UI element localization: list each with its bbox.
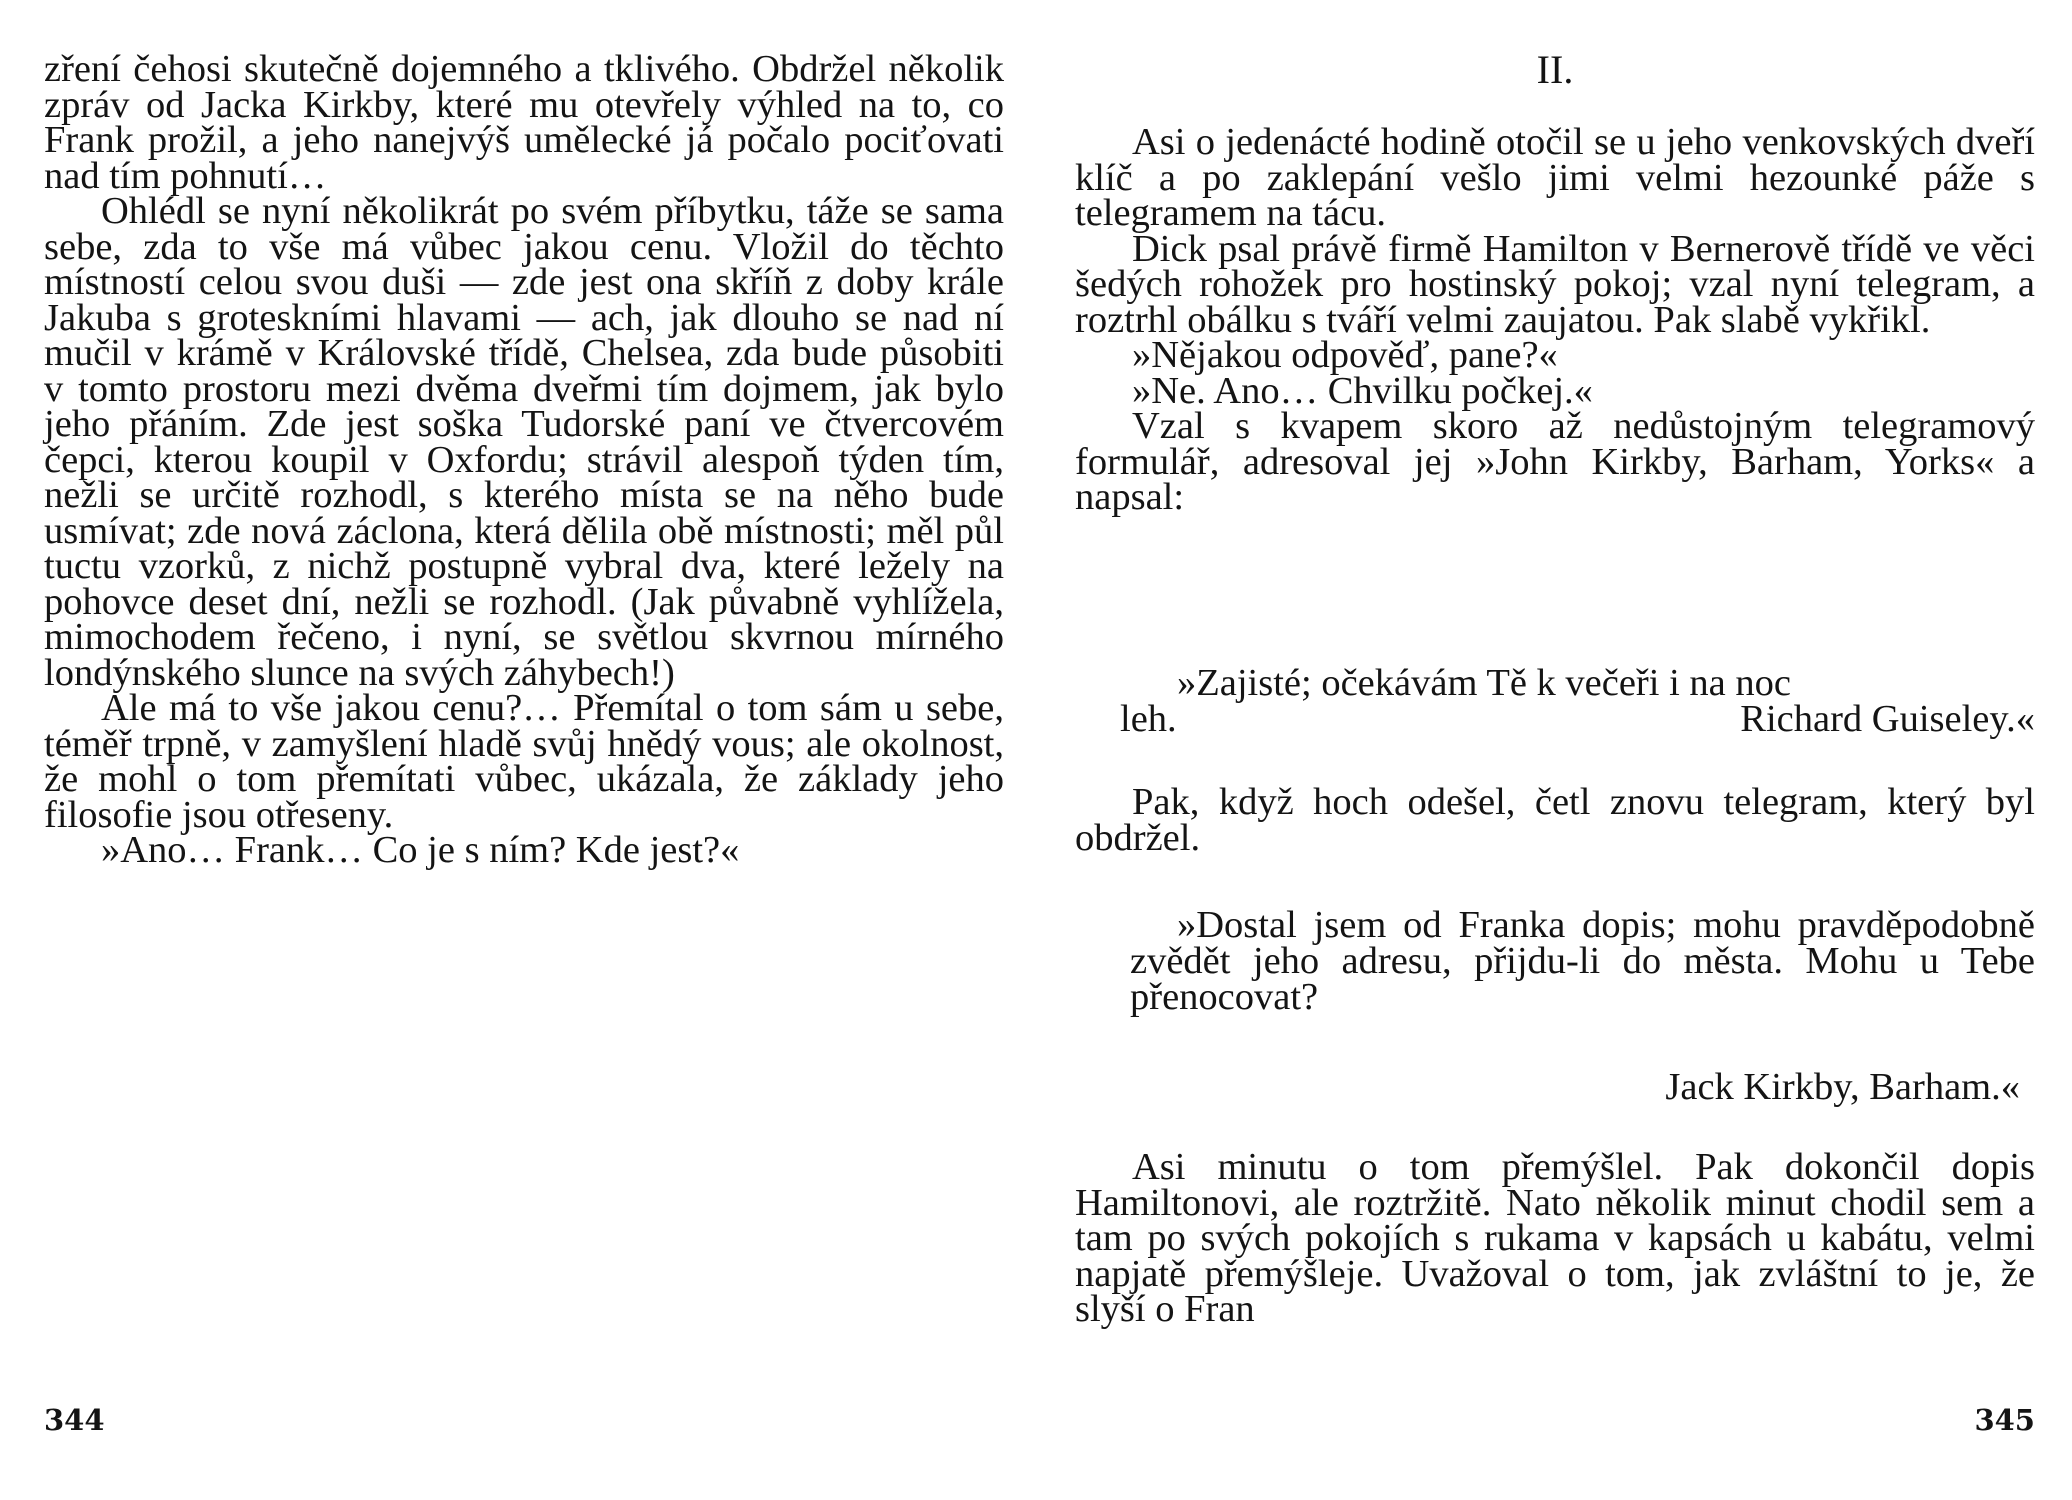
paragraph: zření čehosi skutečně dojemného a tklivého. Obdržel několik zpráv od Jacka Kirkby, které mu otevřely výhled na to, co Frank prožil, a jeho nanejvýš umělecké já počalo pociťovati nad tím pohnutí… [44,48,1004,197]
right-page [1075,0,2035,1500]
paragraph: Ale má to vše jakou cenu?… Přemítal o tom sám u sebe, téměř trpně, v zamyšlení hladě svůj hnědý vous; ale okolnost, že mohl o tom přemítati vůbec, ukázala, že základy jeho filosofie jsou otřeseny. [44,687,1004,836]
right-page-body-middle [1075,781,2035,859]
dialogue-line: »Ne. Ano… Chvilku počkej.« [1132,369,1593,412]
page-number-left: 344 [44,1403,105,1437]
left-page-body [44,48,1004,871]
telegram-signature: Jack Kirkby, Barham.« [1665,1066,2020,1108]
paragraph: Vzal s kvapem skoro až nedůstojným telegramový formulář, adresoval jej »John Kirkby, Barham, Yorks« a napsal: [1075,405,2035,518]
telegram-text-end: leh. [1120,698,1177,740]
paragraph: »Ano… Frank… Co je s ním? Kde jest?« [101,829,740,871]
telegram-quote-1 [1120,662,2035,740]
chapter-heading: II. [1536,47,1574,92]
left-page [44,0,1004,1500]
page-number-right: 345 [1974,1403,2035,1437]
telegram-signature: Richard Guiseley.« [1740,698,2035,740]
paragraph: Asi o jedenácté hodině otočil se u jeho venkovských dveří klíč a po zaklepání vešlo jimi velmi hezounké páže s telegramem na tácu. [1075,121,2035,234]
dialogue-line: »Nějakou odpověď, pane?« [1132,334,1558,376]
paragraph: Ohlédl se nyní několikrát po svém příbytku, táže se sama sebe, zda to vše má vůbec jakou cenu. Vložil do těchto místností celou svou duši — zde jest ona skříň z doby krále Jakuba s groteskními hlavami — ach, jak dlouho se nad ní mučil v krámě v Královské třídě, Chelsea, zda bude působiti v tomto prostoru mezi dvěma dveřmi tím dojmem, jak bylo jeho přáním. Zde jest soška Tudorské paní ve čtvercovém čepci, kterou koupil v Oxfordu; strávil alespoň týden tím, nežli se určitě rozhodl, s kterého místa se na něho bude usmívat; zde nová záclona, která dělila obě místnosti; měl půl tuctu vzorků, z nichž postupně vybral dva, které ležely na pohovce deset dní, nežli se rozhodl. (Jak půvabně vyhlížela, mimochodem řečeno, i nyní, se světlou skvrnou mírného londýnského slunce na svých záhybech!) [44,190,1004,694]
right-page-body-bottom [1075,1146,2035,1330]
right-page-body-top [1075,121,2035,518]
telegram-closing-line [1120,698,2035,740]
telegram-text: »Zajisté; očekávám Tě k večeři i na noc [1177,662,1791,704]
paragraph: Pak, když hoch odešel, četl znovu telegram, který byl obdržel. [1075,781,2035,859]
paragraph: Asi minutu o tom přemýšlel. Pak dokončil dopis Hamiltonovi, ale roztržitě. Nato několik minut chodil sem a tam po svých pokojích s rukama v kapsách u kabátu, velmi napjatě přemýšleje. Uvažoval o tom, jak zvláštní to je, že slyší o Fran [1075,1146,2035,1330]
telegram-text: »Dostal jsem od Franka dopis; mohu pravděpodobně zvědět jeho adresu, přijdu-li do města. Mohu u Tebe přenocovat? [1130,904,2035,1018]
telegram-quote-2 [1130,904,2035,1018]
paragraph: Dick psal právě firmě Hamilton v Bernerově třídě ve věci šedých rohožek pro hostinský pokoj; vzal nyní telegram, a roztrhl obálku s tváří velmi zaujatou. Pak slabě vykřikl. [1075,227,2035,341]
